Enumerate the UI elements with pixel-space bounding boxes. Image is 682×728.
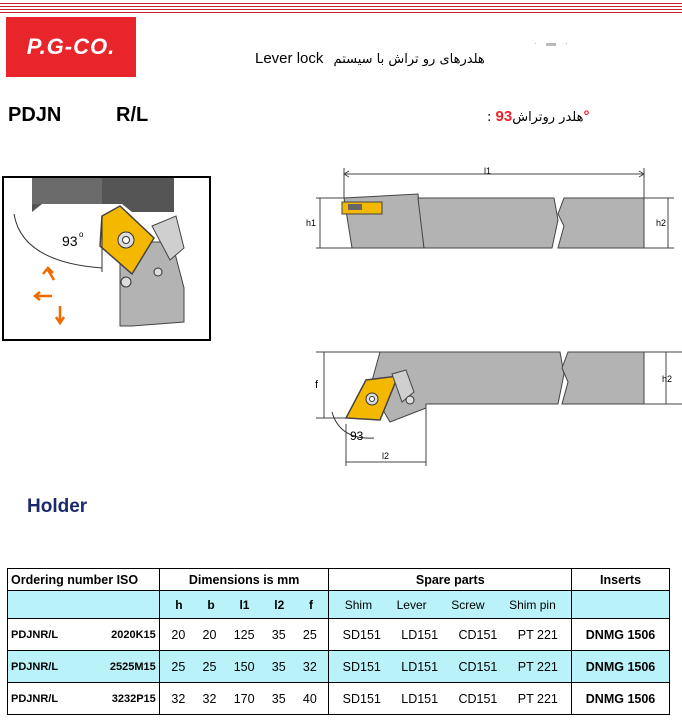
ordering-header: Ordering number ISO (8, 569, 160, 591)
spare-col-lever: Lever (396, 597, 427, 612)
holder-shank (418, 198, 558, 248)
row-lever: LD151 (401, 627, 439, 642)
row-shim: SD151 (342, 627, 381, 642)
inserts-header: Inserts (572, 569, 670, 591)
h2-label: h2 (656, 218, 667, 228)
row-h: 25 (171, 659, 186, 674)
table-header-row (8, 569, 670, 591)
svg-text:o: o (79, 230, 84, 239)
table-subheader-row (8, 591, 670, 619)
header-title-en: Lever lock (255, 50, 324, 67)
table-row (8, 619, 670, 651)
row-pin: PT 221 (517, 691, 558, 706)
company-logo: P.G-CO. (6, 17, 136, 77)
l2-label: l2 (382, 451, 390, 461)
top-rule (0, 6, 682, 7)
row-pin: PT 221 (517, 627, 558, 642)
dim-col-h: h (175, 597, 183, 612)
row-screw: CD151 (458, 627, 498, 642)
bottom-angle-label: 93 (350, 429, 364, 443)
dim-col-f: f (309, 597, 314, 612)
row-b: 25 (202, 659, 217, 674)
header-title (255, 50, 485, 67)
dim-col-l2: l2 (274, 597, 285, 612)
row-code: PDJNR/L (11, 660, 59, 673)
top-rule (0, 9, 682, 10)
row-h: 32 (171, 691, 186, 706)
row-code: PDJNR/L (11, 692, 59, 705)
row-l2: 35 (271, 659, 286, 674)
row-l2: 35 (271, 627, 286, 642)
row-shim: SD151 (342, 659, 381, 674)
detail-figure (2, 176, 212, 342)
dim-col-l1: l1 (239, 597, 250, 612)
spec-table (7, 568, 670, 715)
row-l1: 125 (233, 627, 255, 642)
row-size: 2020K15 (111, 628, 156, 641)
dimensions-header: Dimensions is mm (159, 569, 329, 591)
angle-value: 93° (495, 108, 590, 125)
row-size: 2525M15 (109, 660, 156, 673)
row-shim: SD151 (342, 691, 381, 706)
top-view-drawing (310, 348, 682, 472)
angle-label-fa: : هلدر روتراش (487, 110, 584, 125)
row-size: 3232P15 (111, 692, 156, 705)
row-screw: CD151 (458, 659, 498, 674)
workpiece-shape (32, 178, 102, 204)
holder-shank-end (558, 198, 644, 248)
row-lever: LD151 (401, 659, 439, 674)
row-f: 40 (302, 691, 317, 706)
table-row (8, 651, 670, 683)
h2-label: h2 (662, 374, 673, 384)
row-l1: 170 (233, 691, 255, 706)
section-title: Holder (27, 496, 88, 517)
row-l1: 150 (233, 659, 255, 674)
row-l2: 35 (271, 691, 286, 706)
spare-col-screw: Screw (451, 597, 485, 612)
dim-col-b: b (207, 597, 215, 612)
row-lever: LD151 (401, 691, 439, 706)
spare-col-pin: Shim pin (509, 597, 556, 612)
row-h: 20 (171, 627, 186, 642)
row-b: 32 (202, 691, 217, 706)
row-screw: CD151 (458, 691, 498, 706)
angle-title (487, 108, 589, 125)
decorative-dots: · ▬ · (534, 38, 572, 49)
spare-header: Spare parts (329, 569, 572, 591)
model-code: PDJN (8, 104, 62, 126)
row-b: 20 (202, 627, 217, 642)
row-code: PDJNR/L (11, 628, 59, 641)
f-label: f (315, 379, 319, 391)
detail-angle-label: 93 (62, 233, 78, 249)
row-insert: DNMG 1506 (572, 619, 670, 651)
spare-col-shim: Shim (344, 597, 373, 612)
shim-pin-icon (121, 277, 131, 287)
row-pin: PT 221 (517, 659, 558, 674)
side-view-drawing (302, 164, 680, 274)
table-row (8, 683, 670, 715)
row-insert: DNMG 1506 (572, 651, 670, 683)
holder-shank-end (562, 352, 644, 404)
model-hand: R/L (116, 104, 149, 126)
row-insert: DNMG 1506 (572, 683, 670, 715)
row-f: 32 (302, 659, 317, 674)
top-rule (0, 3, 682, 4)
l1-label: l1 (484, 166, 492, 176)
top-rule (0, 12, 682, 13)
header-title-fa: هلدرهای رو تراش با سیستم (333, 52, 485, 67)
h1-label: h1 (306, 218, 317, 228)
row-f: 25 (302, 627, 317, 642)
